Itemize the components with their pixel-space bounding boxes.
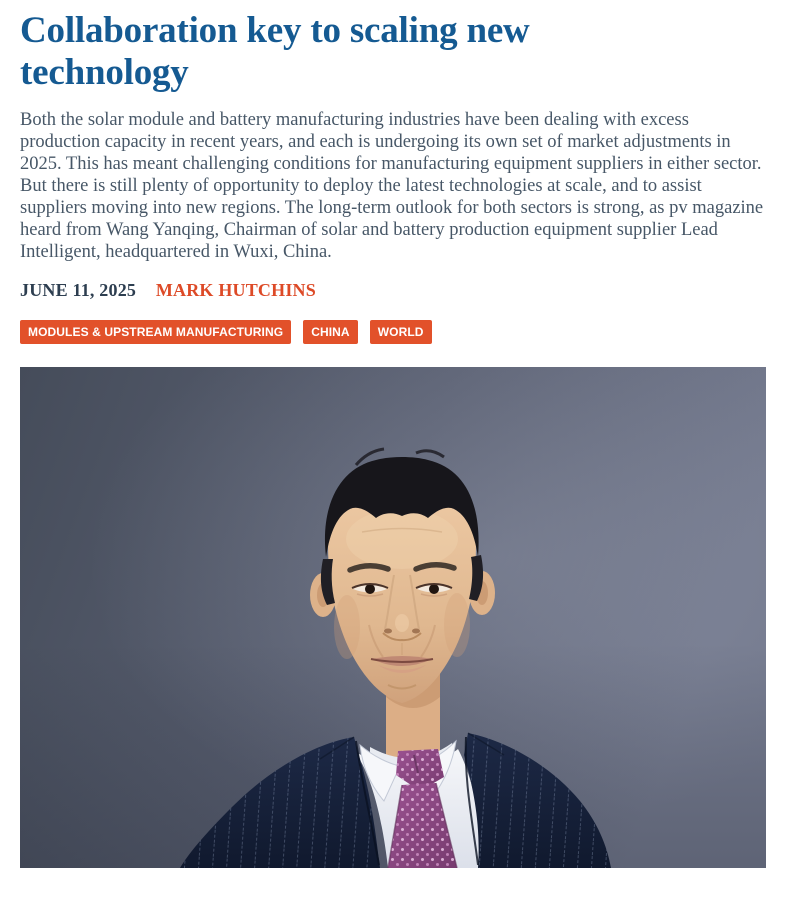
tag-china[interactable]: CHINA — [303, 320, 358, 344]
portrait-illustration — [20, 367, 766, 868]
article-title-line-2: technology — [20, 51, 189, 93]
article-title-line-1: Collaboration key to scaling new — [20, 10, 530, 51]
tag-list — [20, 320, 767, 344]
article-meta — [20, 280, 767, 301]
article-photo — [20, 367, 766, 868]
article-title — [20, 10, 767, 94]
tag-modules-upstream-manufacturing[interactable]: MODULES & UPSTREAM MANUFACTURING — [20, 320, 291, 344]
tag-world[interactable]: WORLD — [370, 320, 432, 344]
article-author-link[interactable]: MARK HUTCHINS — [155, 279, 316, 300]
article-date: JUNE 11, 2025 — [20, 279, 137, 300]
article-lead: Both the solar module and battery manufacturing industries have been dealing with excess production capacity in recent years, and each is undergoing its own set of market adjustments in 2025. This has meant challenging conditions for manufacturing equipment suppliers in either sector. But there is still plenty of opportunity to deploy the latest technologies at scale, and to assist suppliers moving into new regions. The long-term outlook for both sectors is strong, as pv magazine heard from Wang Yanqing, Chairman of solar and battery production equipment supplier Lead Intelligent, headquartered in Wuxi, China. — [20, 109, 764, 262]
